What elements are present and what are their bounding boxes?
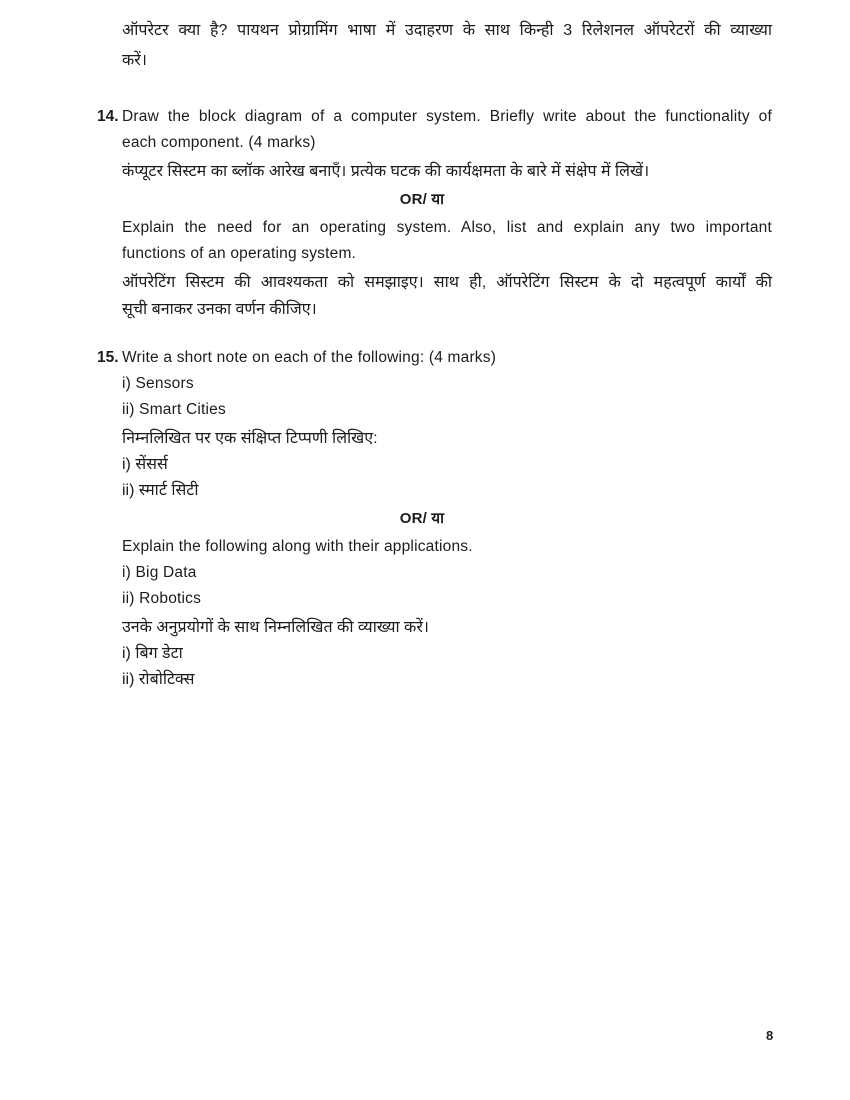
text-line: Write a short note on each of the following: (4 marks) (122, 349, 497, 366)
question-15-item-big-data: i) Big Data (122, 564, 197, 581)
question-15-hindi (122, 425, 772, 452)
document-content (97, 16, 772, 693)
question-15-or-separator: OR/ या (399, 510, 445, 527)
question-14-or-separator: OR/ या (399, 191, 445, 208)
question-13-continuation (122, 16, 772, 76)
text-line: निम्नलिखित पर एक संक्षिप्त टिप्पणी लिखिए: (122, 430, 378, 447)
question-15-item-sensors: i) Sensors (122, 375, 194, 392)
text-line: सूची बनाकर उनका वर्णन कीजिए। (122, 301, 317, 318)
question-15-item-smart-cities-hindi: ii) स्मार्ट सिटी (122, 482, 199, 499)
question-15-english (122, 345, 772, 371)
question-15-number: 15. (97, 349, 119, 366)
question-15-item-robotics: ii) Robotics (122, 590, 202, 607)
text-line: ऑपरेटिंग सिस्टम की आवश्यकता को समझाइए। साथ ही, ऑपरेटिंग सिस्टम के दो महत्वपूर्ण कार्यों की (122, 274, 772, 291)
question-14-english (122, 104, 772, 156)
text-line: ऑपरेटर क्या है? पायथन प्रोग्रामिंग भाषा में उदाहरण के साथ किन्ही 3 रिलेशनल ऑपरेटरों की व्याख्या (122, 22, 772, 39)
text-line: functions of an operating system. (122, 245, 357, 262)
text-line: उनके अनुप्रयोगों के साथ निम्नलिखित की व्याख्या करें। (122, 619, 429, 636)
question-15-alt-hindi (122, 614, 772, 641)
text-line: कंप्यूटर सिस्टम का ब्लॉक आरेख बनाएँ। प्रत्येक घटक की कार्यक्षमता के बारे में संक्षेप में लिखें। (122, 163, 650, 180)
page-number: 8 (766, 1028, 774, 1043)
question-15-item-big-data-hindi: i) बिग डेटा (122, 645, 183, 662)
question-14-number: 14. (97, 108, 119, 125)
question-15-item-sensors-hindi: i) सेंसर्स (122, 456, 168, 473)
question-15-alt-english (122, 534, 772, 560)
question-14-alt-english (122, 215, 772, 267)
text-line: Explain the following along with their applications. (122, 538, 473, 555)
question-15-item-robotics-hindi: ii) रोबोटिक्स (122, 671, 195, 688)
question-15-item-smart-cities: ii) Smart Cities (122, 401, 226, 418)
text-line: Explain the need for an operating system. Also, list and explain any two important (122, 219, 772, 236)
question-14-alt-hindi (122, 269, 772, 323)
text-line: Draw the block diagram of a computer system. Briefly write about the functionality of (122, 108, 772, 125)
question-14 (97, 104, 772, 323)
text-line: each component. (4 marks) (122, 134, 316, 151)
question-15 (97, 345, 772, 693)
question-14-hindi (122, 158, 772, 185)
text-line: करें। (122, 52, 147, 69)
